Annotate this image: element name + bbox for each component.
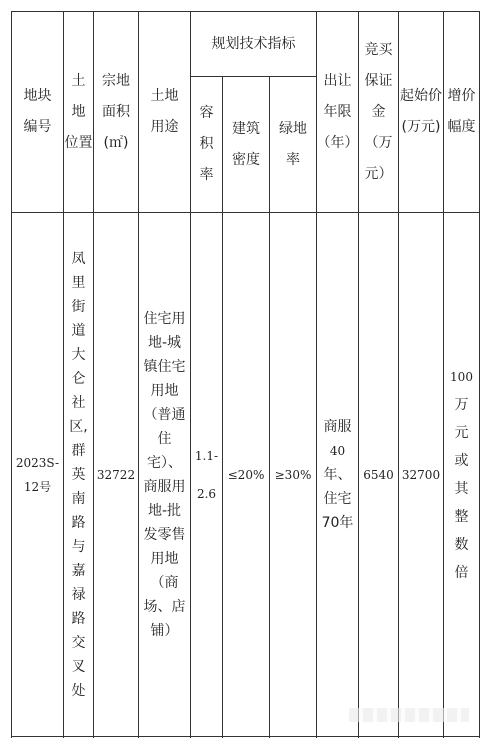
cell-text: 区, — [69, 418, 88, 435]
cell-density — [223, 213, 269, 736]
cell-text: （商 — [150, 574, 179, 591]
header-text: 积 — [199, 136, 214, 152]
header-text: 竞买 — [364, 41, 393, 58]
cell-text: 年、 — [323, 466, 352, 483]
cell-text: 英 — [71, 466, 86, 483]
header-text: 保证 — [364, 72, 393, 89]
cell-text: 商服用 — [143, 478, 186, 495]
header-text: 编号 — [23, 119, 52, 135]
header-text: 金 — [371, 103, 386, 120]
cell-plot-no — [12, 213, 63, 736]
header-text: 地块 — [23, 88, 52, 104]
cell-text: 6540 — [363, 467, 394, 482]
header-term — [317, 12, 358, 212]
header-area — [94, 12, 138, 212]
cell-text: 场、店 — [143, 598, 186, 615]
cell-text: 元 — [454, 424, 469, 441]
cell-text: 整 — [454, 508, 469, 525]
cell-text: 交 — [71, 634, 86, 651]
cell-far — [191, 213, 222, 736]
header-text: 率 — [199, 167, 214, 183]
cell-start-price — [399, 213, 443, 736]
header-text: 绿地 — [279, 120, 307, 137]
grid-line — [479, 11, 480, 738]
header-increment — [444, 12, 479, 212]
cell-text: 32700 — [401, 467, 441, 482]
cell-text: ≤20% — [227, 467, 265, 482]
header-text: (万元) — [401, 119, 441, 135]
cell-text: 住宅用 — [143, 310, 186, 327]
cell-text: 或 — [454, 452, 469, 469]
header-text: 地 — [71, 103, 86, 120]
header-text: （年） — [316, 134, 359, 151]
cell-text: 禄 — [71, 586, 86, 603]
cell-text: 南 — [71, 490, 86, 507]
cell-text: 铺） — [150, 622, 179, 639]
header-text: 元） — [364, 165, 393, 182]
cell-text: 万 — [454, 396, 469, 413]
cell-text: 与 — [71, 538, 86, 555]
cell-text: 地-批 — [147, 502, 182, 519]
cell-text: 群 — [71, 442, 86, 459]
cell-text: 嘉 — [71, 562, 86, 579]
cell-text: 2023S- — [15, 455, 60, 470]
cell-text: 大 — [71, 346, 86, 363]
header-text: 出让 — [323, 72, 352, 89]
cell-text: 100 — [450, 369, 473, 384]
header-text: 面积 — [102, 103, 130, 120]
cell-text: 仑 — [71, 370, 86, 387]
header-text: 年限 — [323, 103, 352, 120]
cell-deposit — [359, 213, 398, 736]
cell-text: 1.1- — [194, 448, 219, 463]
cell-increment — [444, 213, 479, 736]
header-text: 增价 — [447, 88, 476, 104]
cell-text: 宅）、 — [147, 454, 182, 471]
cell-text: 镇住宅 — [143, 358, 186, 375]
header-far — [191, 77, 222, 212]
cell-text: 2.6 — [196, 486, 217, 501]
cell-text: 32722 — [96, 467, 136, 482]
header-text: 土地 — [150, 88, 179, 104]
cell-text: 40 — [329, 443, 346, 458]
watermark — [349, 708, 469, 722]
header-text: 密度 — [232, 151, 260, 168]
grid-line — [11, 736, 480, 737]
header-text: (㎡) — [103, 134, 129, 151]
header-start-price — [399, 12, 443, 212]
cell-text: 凤 — [71, 250, 86, 267]
cell-text: 社 — [71, 394, 86, 411]
header-text: 位置 — [64, 134, 93, 151]
cell-location — [64, 213, 93, 736]
cell-text: 路 — [71, 514, 86, 531]
cell-text: ≥30% — [274, 467, 312, 482]
header-text: 规划技术指标 — [211, 35, 296, 52]
header-text: 用途 — [150, 119, 179, 135]
header-text: 幅度 — [447, 119, 476, 135]
cell-text: 住 — [157, 430, 172, 447]
header-text: 土 — [71, 72, 86, 89]
header-plot-no — [12, 12, 63, 212]
cell-term — [317, 213, 358, 736]
header-deposit — [359, 12, 398, 212]
cell-text: 用地 — [150, 382, 179, 399]
cell-text: 道 — [71, 322, 86, 339]
cell-text: 用地 — [150, 550, 179, 567]
cell-text: 路 — [71, 610, 86, 627]
cell-text: 12号 — [23, 479, 52, 494]
header-text: （万 — [364, 134, 393, 151]
header-text: 容 — [199, 105, 214, 121]
cell-text: 地-城 — [147, 334, 182, 351]
header-text: 起始价 — [400, 88, 442, 104]
cell-text: 商服 — [323, 418, 352, 435]
cell-text: 街 — [71, 298, 86, 315]
header-use — [139, 12, 190, 212]
cell-text: 住宅 — [323, 490, 352, 507]
cell-text: （普通 — [143, 406, 186, 423]
header-text: 宗地 — [102, 72, 130, 89]
header-density — [223, 77, 269, 212]
cell-text: 其 — [454, 480, 469, 497]
header-planning-indicators — [191, 12, 316, 76]
cell-use — [139, 213, 190, 736]
cell-text: 里 — [71, 274, 86, 291]
cell-green-ratio — [270, 213, 316, 736]
header-green-ratio — [270, 77, 316, 212]
cell-text: 数 — [454, 536, 469, 553]
header-text: 率 — [286, 151, 300, 168]
cell-area — [94, 213, 138, 736]
cell-text: 发零售 — [143, 526, 186, 543]
cell-text: 叉 — [71, 658, 86, 675]
cell-text: 处 — [71, 682, 86, 699]
header-text: 建筑 — [232, 120, 260, 137]
cell-text: 70年 — [321, 514, 354, 531]
header-location — [64, 12, 93, 212]
cell-text: 倍 — [454, 564, 469, 581]
